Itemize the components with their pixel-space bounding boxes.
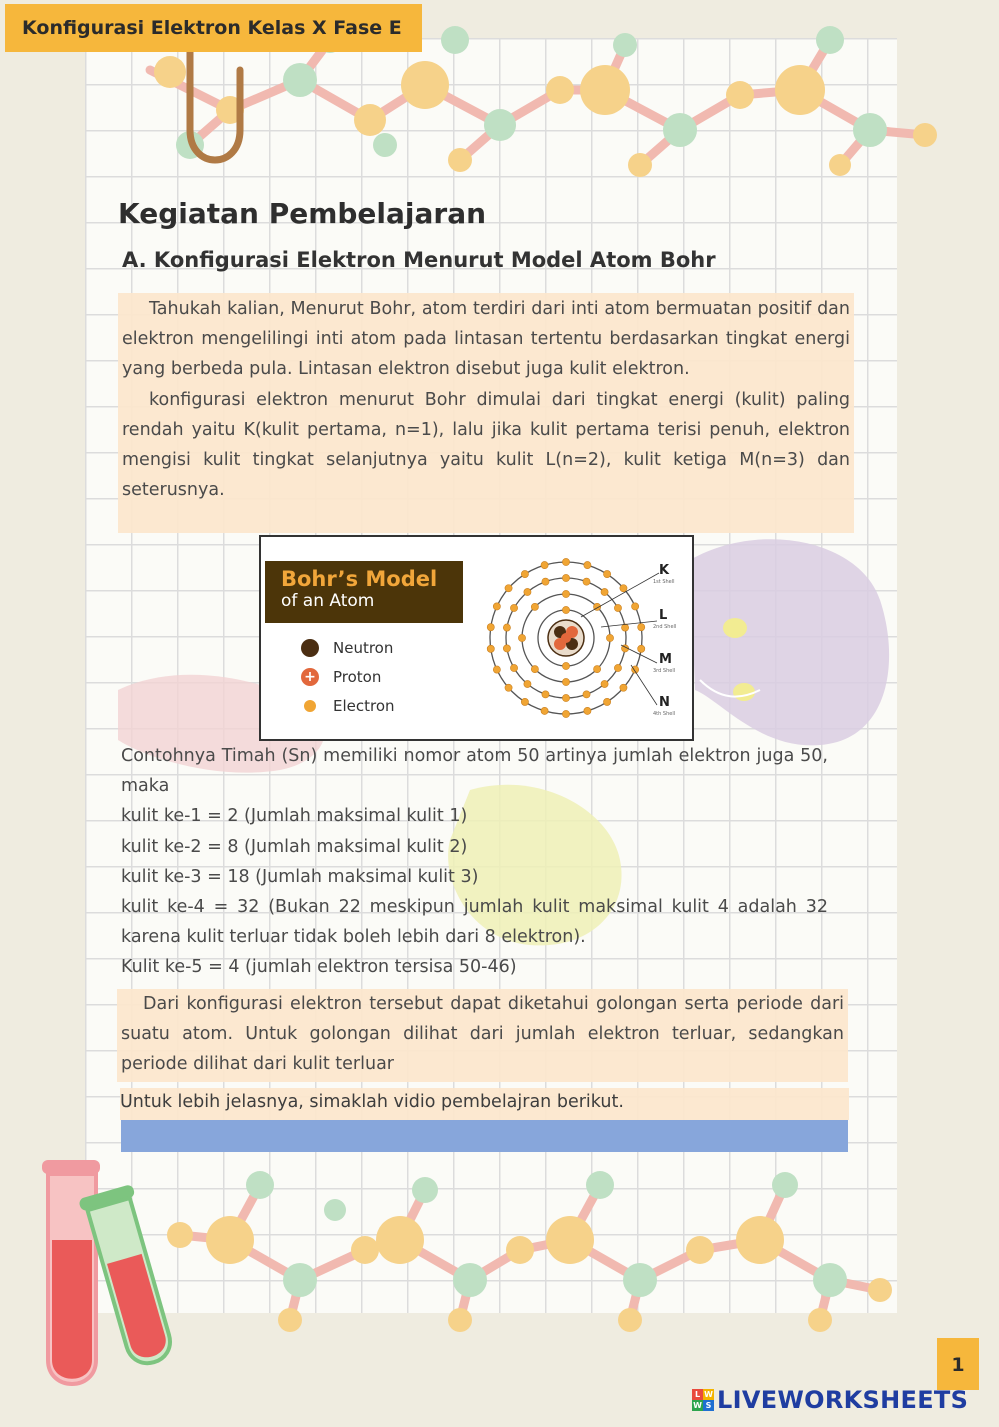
shell-l-sublabel: 2nd Shell	[653, 624, 677, 630]
electron-dot	[518, 634, 525, 641]
conclusion-paragraph-box	[117, 989, 848, 1082]
electron-dot	[524, 588, 531, 595]
electron-dot	[562, 662, 569, 669]
electron-dot	[562, 574, 569, 581]
shell-k-sublabel: 1st Shell	[653, 579, 675, 585]
electron-dot	[584, 707, 591, 714]
electron-dot	[583, 578, 590, 585]
shell-n-sublabel: 4th Shell	[653, 711, 676, 717]
atom-diagram	[481, 555, 691, 725]
neutron-icon	[301, 639, 319, 657]
electron-icon	[304, 700, 316, 712]
example-line: kulit ke-2 = 8 (Jumlah maksimal kulit 2)	[121, 836, 468, 857]
legend-neutron-label: Neutron	[333, 639, 394, 657]
electron-dot	[603, 570, 610, 577]
page-title: Kegiatan Pembelajaran	[118, 197, 487, 230]
brand-text: LIVEWORKSHEETS	[717, 1386, 969, 1414]
figure-title: Bohr’s Model	[281, 567, 438, 591]
electron-dot	[614, 664, 621, 671]
electron-dot	[562, 710, 569, 717]
electron-dot	[603, 698, 610, 705]
conclusion-paragraph: Dari konfigurasi elektron tersebut dapat diketahui golongan serta periode dari suatu atom. Untuk golongan dilihat dari jumlah elektron terluar, sedangkan periode dilihat dari kulit terluar	[121, 994, 844, 1075]
electron-dot	[503, 624, 510, 631]
shell-l-label: L	[659, 608, 668, 623]
electron-dot	[521, 570, 528, 577]
example-block	[121, 741, 828, 983]
electron-dot	[632, 603, 639, 610]
shell-m-sublabel: 3rd Shell	[653, 668, 676, 674]
closing-text: Untuk lebih jelasnya, simaklah vidio pembelajran berikut.	[120, 1088, 849, 1120]
electron-dot	[531, 603, 538, 610]
shell-n-label: N	[659, 695, 670, 710]
legend-neutron	[301, 639, 393, 657]
electron-dot	[620, 585, 627, 592]
electron-dot	[493, 666, 500, 673]
electron-dot	[510, 604, 517, 611]
proton-icon: +	[301, 668, 319, 686]
electron-dot	[510, 664, 517, 671]
section-subtitle: A. Konfigurasi Elektron Menurut Model Atom Bohr	[122, 248, 716, 272]
test-tube-icon-red	[42, 1160, 100, 1384]
legend-electron	[301, 697, 395, 715]
legend-proton-label: Proton	[333, 668, 382, 686]
bohr-model-figure	[259, 535, 694, 741]
electron-dot	[601, 588, 608, 595]
electron-dot	[562, 558, 569, 565]
example-line: Kulit ke-5 = 4 (jumlah elektron tersisa 50-46)	[121, 957, 517, 978]
shell-k-label: K	[659, 563, 670, 578]
electron-dot	[542, 578, 549, 585]
electron-dot	[562, 606, 569, 613]
electron-dot	[503, 645, 510, 652]
intro-paragraph-1: Tahukah kalian, Menurut Bohr, atom terdiri dari inti atom bermuatan positif dan elektron mengelilingi inti atom pada lintasan tertentu berdasarkan tingkat energi yang berbeda pula. Lintasan elektron disebut juga kulit elektron.	[122, 299, 850, 380]
figure-subtitle: of an Atom	[281, 591, 375, 611]
legend-proton	[301, 668, 381, 686]
page-number-box	[937, 1338, 979, 1390]
example-line: kulit ke-3 = 18 (Jumlah maksimal kulit 3)	[121, 866, 479, 887]
electron-dot	[524, 680, 531, 687]
page-number: 1	[951, 1354, 965, 1376]
electron-dot	[562, 590, 569, 597]
intro-paragraph-2: konfigurasi elektron menurut Bohr dimulai dari tingkat energi (kulit) paling rendah yaitu K(kulit pertama, n=1), lalu jika kulit pertama terisi penuh, elektron mengisi kulit tingkat selanjutnya yaitu kulit L(n=2), kulit ketiga M(n=3) dan seterusnya.	[122, 389, 850, 501]
electron-dot	[584, 561, 591, 568]
liveworksheets-brand[interactable]	[692, 1386, 968, 1414]
electron-dot	[487, 645, 494, 652]
electron-dot	[541, 561, 548, 568]
electron-dot	[487, 624, 494, 631]
intro-paragraphs	[118, 293, 854, 533]
electron-dot	[505, 585, 512, 592]
example-line: kulit ke-1 = 2 (Jumlah maksimal kulit 1)	[121, 806, 468, 827]
electron-dot	[638, 645, 645, 652]
example-intro: Contohnya Timah (Sn) memiliki nomor atom 50 artinya jumlah elektron juga 50, maka	[121, 746, 828, 797]
electron-dot	[521, 698, 528, 705]
electron-dot	[493, 603, 500, 610]
figure-title-box	[265, 561, 463, 623]
electron-dot	[614, 604, 621, 611]
electron-dot	[541, 707, 548, 714]
legend-electron-label: Electron	[333, 697, 395, 715]
header-title: Konfigurasi Elektron Kelas X Fase E	[22, 17, 402, 39]
shell-m-label: M	[659, 652, 672, 667]
electron-dot	[542, 691, 549, 698]
video-placeholder-bar[interactable]	[121, 1120, 848, 1152]
example-line: kulit ke-4 = 32 (Bukan 22 meskipun jumlah kulit maksimal kulit 4 adalah 32 karena kulit terluar tidak boleh lebih dari 8 elektron).	[121, 897, 828, 948]
electron-dot	[594, 666, 601, 673]
electron-dot	[601, 680, 608, 687]
header-tab	[5, 4, 422, 52]
electron-dot	[531, 666, 538, 673]
electron-dot	[620, 684, 627, 691]
electron-dot	[562, 694, 569, 701]
liveworksheets-logo-icon: L W W S	[693, 1390, 713, 1410]
electron-dot	[562, 678, 569, 685]
electron-dot	[505, 684, 512, 691]
electron-dot	[583, 691, 590, 698]
electron-dot	[638, 624, 645, 631]
electron-dot	[606, 634, 613, 641]
